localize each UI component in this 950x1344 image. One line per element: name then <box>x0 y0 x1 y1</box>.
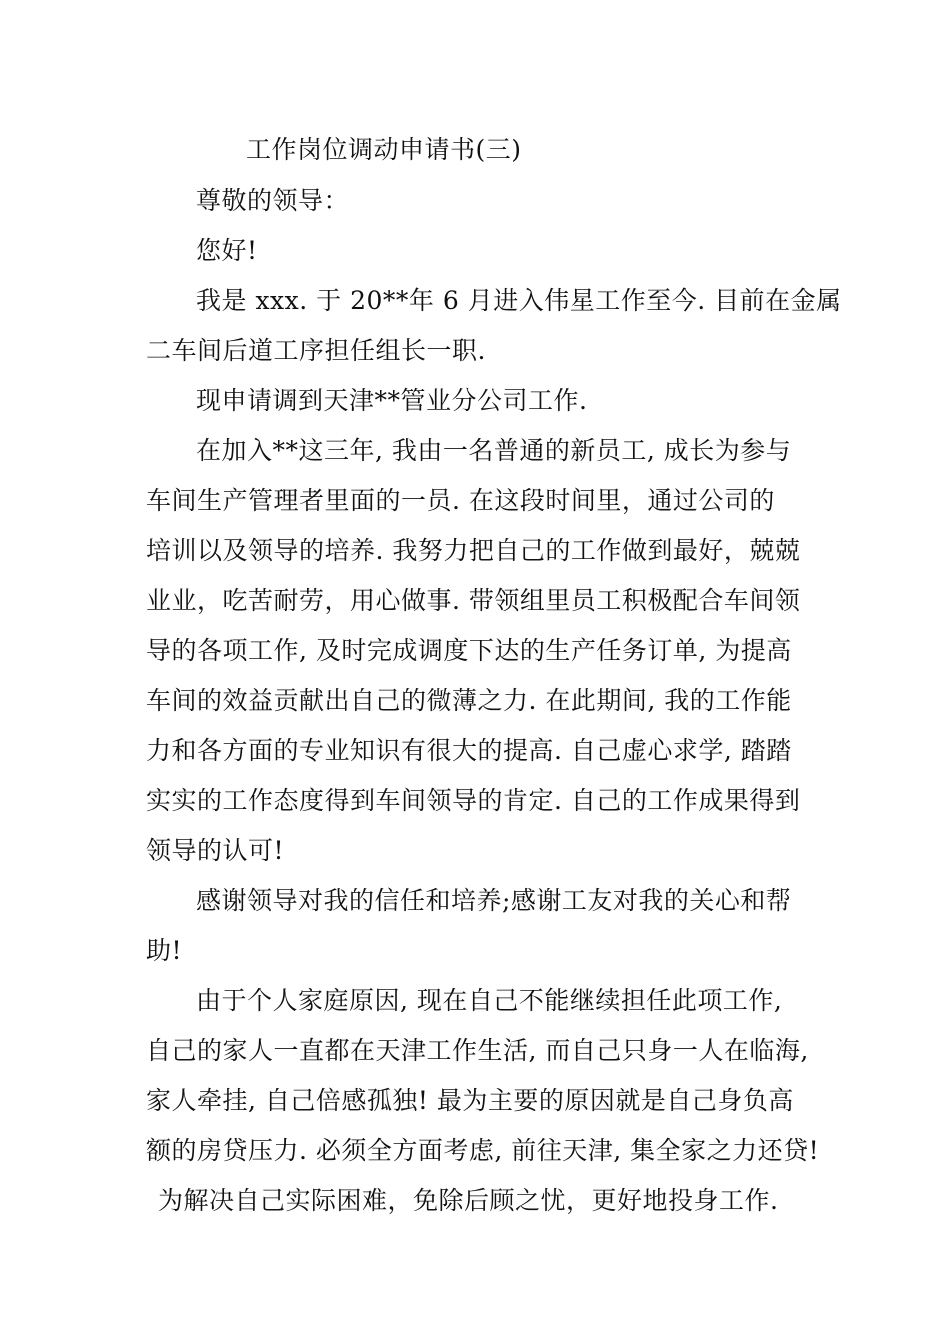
body-line: 我是 xxx. 于 20**年 6 月进入伟星工作至今. 目前在金属 <box>196 286 842 315</box>
body-line: 力和各方面的专业知识有很大的提高. 自己虚心求学, 踏踏 <box>146 736 792 765</box>
body-line: 实实的工作态度得到车间领导的肯定. 自己的工作成果得到 <box>146 786 801 815</box>
body-line: 业业，吃苦耐劳，用心做事. 带领组里员工积极配合车间领 <box>146 586 801 615</box>
body-line: 车间生产管理者里面的一员. 在这段时间里，通过公司的 <box>146 486 775 515</box>
greeting: 您好! <box>196 236 258 265</box>
body-line: 现申请调到天津**管业分公司工作. <box>196 386 588 415</box>
body-line: 车间的效益贡献出自己的微薄之力. 在此期间, 我的工作能 <box>146 686 792 715</box>
body-line: 助! <box>146 936 183 965</box>
body-line: 额的房贷压力. 必须全方面考虑, 前往天津, 集全家之力还贷! <box>146 1136 820 1165</box>
body-line: 家人牵挂, 自己倍感孤独! 最为主要的原因就是自己身负高 <box>146 1086 794 1115</box>
salutation: 尊敬的领导： <box>196 186 350 215</box>
body-line: 培训以及领导的培养. 我努力把自己的工作做到最好，兢兢 <box>146 536 801 565</box>
body-line: 为解决自己实际困难，免除后顾之忧，更好地投身工作. <box>158 1186 779 1215</box>
body-line: 感谢领导对我的信任和培养;感谢工友对我的关心和帮 <box>196 886 792 915</box>
body-line: 二车间后道工序担任组长一职. <box>146 336 486 365</box>
document-title: 工作岗位调动申请书(三) <box>246 135 522 164</box>
body-line: 导的各项工作, 及时完成调度下达的生产任务订单, 为提高 <box>146 636 792 665</box>
body-line: 在加入**这三年, 我由一名普通的新员工, 成长为参与 <box>196 436 792 465</box>
body-line: 由于个人家庭原因, 现在自己不能继续担任此项工作, <box>196 986 783 1015</box>
body-line: 自己的家人一直都在天津工作生活, 而自己只身一人在临海, <box>146 1036 809 1065</box>
body-line: 领导的认可! <box>146 836 285 865</box>
